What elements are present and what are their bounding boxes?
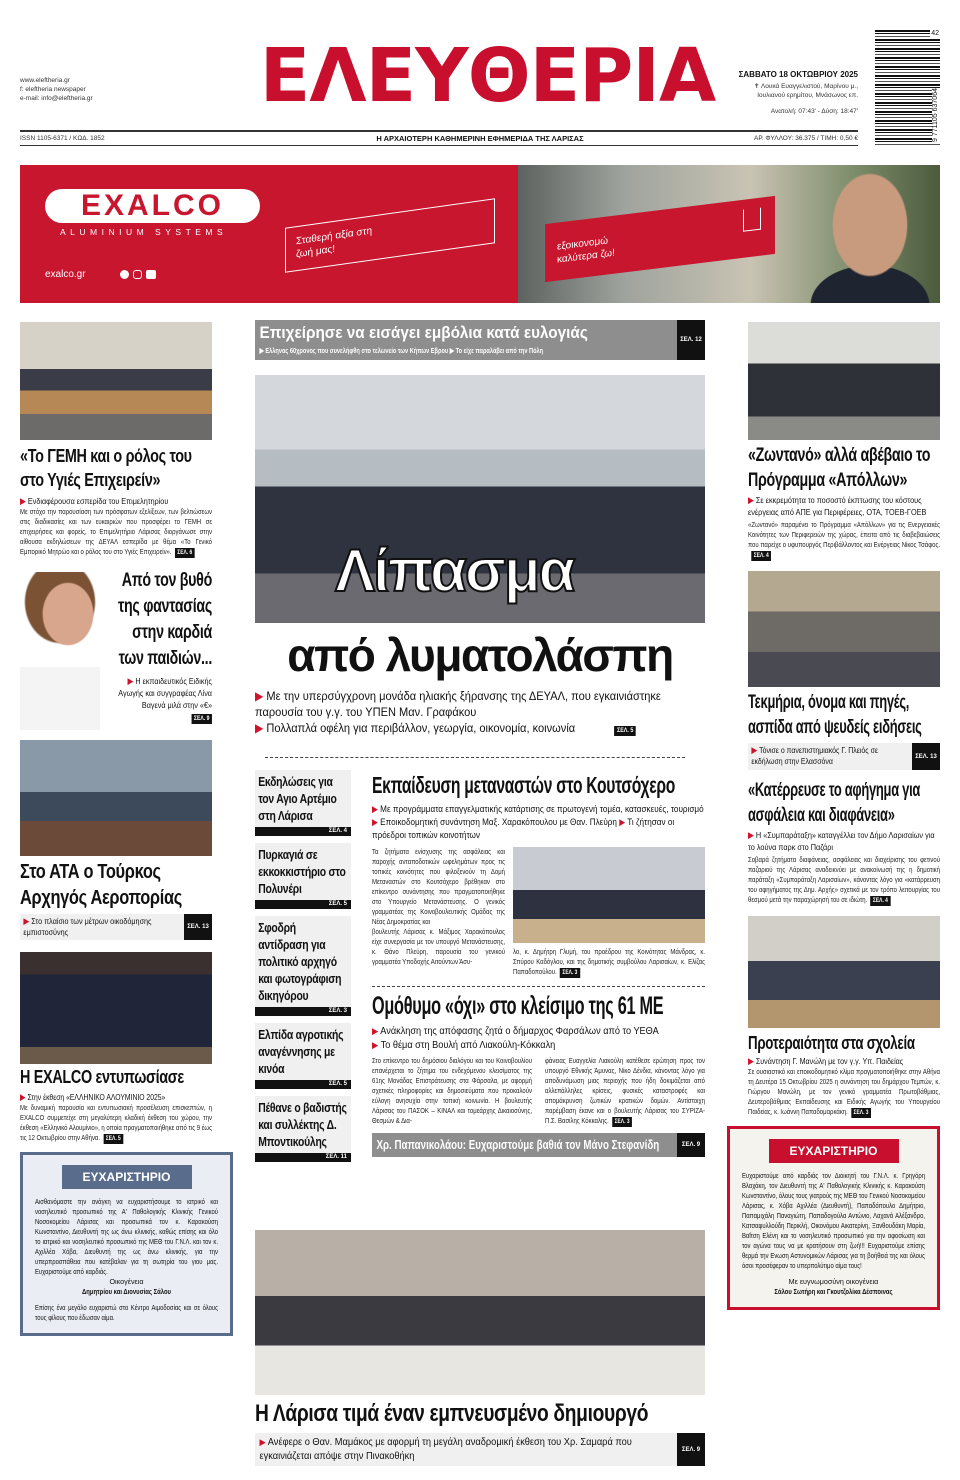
rule [20,145,858,146]
me61-sub-1: Ανάκληση της απόφασης ζητά ο δήμαρχος Φαρσάλων από το ΥΕΘΑ [380,1026,659,1037]
migrants-sub-3: Τι ζήτησαν οι πρόεδροι τοπικών κοινοτήτων [372,817,675,841]
date: ΣΑΒΒΑΤΟ 18 ΟΚΤΩΒΡΙΟΥ 2025 [738,70,858,79]
left-column [20,322,218,1336]
page-ref[interactable]: ΣΕΛ. 3 [851,1108,871,1118]
thanks-body: Ευχαριστούμε από καρδιάς τον Διοικητή του Γ.Ν.Λ. κ. Γρηγόρη Βλαχάκη, τον Διευθυντή της Α' Παθολογικής Κλινικής κ. Καρακούση Κωνσταντίνο, όλους τους γιατρούς της ΜΕΘ του Γενικού Νοσοκομείου Λάρισας, κ. Χόβα Αχιλλέα (Διευθυντή), Παπαδόπουλο Δημήτριο, Παπαμιχάλη Παναγιώτη, Παπαδογούλα Αντώνιο, Λαχανά Αλέξανδρο, Κατσαφυλλούδη Περικλή, Οικονόμου Αικατερίνη, Ξανθουδάκη Μαρία, Βαΐτση Ελένη και το νοσηλευτικό προσωπικό για την αφοσίωση και τον αγώνα τους να με κρατήσουν στη ζωή!!! Ευχαριστούμε επίσης θερμά την Ενωση Αστυνομικών Λάρισας για τη βοήθειά της και όλους όσοι προσέφεραν το υπερπολύτιμο αίμα τους! [742,1171,925,1270]
page-ref[interactable]: ΣΕΛ. 3 [255,1007,351,1016]
me61-subs [372,1025,705,1052]
me61-body-2-block [545,1056,705,1127]
vagena-sub: Η εκπαιδευτικός Ειδικής Αγωγής και συγγραφέας Λίνα Βαγενά μιλά στην «€» [118,676,212,710]
vaccine-sub-2: Το είχε παραλάβει από την Πόλη [455,346,544,355]
symparataxi-article [748,830,940,906]
page-ref[interactable]: ΣΕΛ. 3 [560,968,580,978]
page-ref[interactable]: ΣΕΛ. 9 [677,1433,705,1466]
vaccine-sub-1: Ελληνας 60χρονος που συνελήφθη στο τελωνείο των Κήπων Εβρου [265,346,449,355]
social-icons [120,270,156,279]
page-ref[interactable]: ΣΕΛ. 9 [191,714,212,724]
thanks-body: Αισθανόμαστε την ανάγκη να ευχαριστήσουμε το ιατρικό και νοσηλευτικό προσωπικό της Α' Παθολογικής Κλινικής Γενικού Νοσοκομείου Λάρισας και προσωπικά τον κ. Καρακούση Κωνσταντίνο, Διευθυντή της ως άνω κλινικής, καθώς επίσης και όλο το ιατρικό και νοσηλευτικό προσωπικό της ΜΕΘ του Γ.Ν.Λ. και τον κ. Αχιλλέα Χόβα, Διευθυντή της ως άνω κλινικής, για την υπερπροσπάθεια που κατέβαλαν για τη σωτηρία του γιου μας. Ευχαριστούμε από καρδιάς. [35,1197,218,1276]
gemi-headline[interactable]: «Το ΓΕΜΗ και ο ρόλος του στο Υγιές Επιχειρείν» [20,446,192,490]
thanks-title: ΕΥΧΑΡΙΣΤΗΡΙΟ [62,1165,192,1189]
divider [372,986,705,987]
slogan-box-1 [285,198,495,273]
exalco-logo: EXALCO [45,189,260,223]
pleios-headline-wrap [748,690,940,740]
migrants-body-2: βουλευτής Λάρισας κ. Μάξιμος Χαρακόπουλος είχε συνεργασία με τον υπουργό Μετανάστευσης, κ. Θάνο Πλεύρη, παρουσία του γενικού γραμματέα Υποδοχής Αιτούντων Άσυ- [372,927,505,966]
samaras-sub: Ανέφερε ο Θαν. Μαμάκος με αφορμή τη μεγάλη αναδρομική έκθεση του Χρ. Σαμαρά που εγκαινιάζεται απόψε στην Πινακοθήκη [259,1437,632,1462]
pleios-sub-box [748,743,940,770]
contact-info [20,76,93,103]
thanks-sign: Οικογένεια [109,1277,144,1286]
migrants-headline[interactable]: Εκπαίδευση μεταναστών στο Κουτσόχερο [372,772,676,798]
gemi-sub: Ενδιαφέρουσα εσπερίδα του Επιμελητηρίου [27,496,169,506]
arrow-icon: ▶ [259,1437,266,1447]
rule [20,130,858,132]
me61-body-2: φάνειας Ευαγγελία Λιακούλη κατέθεσε ερώτηση προς τον υπουργό Εθνικής Άμυνας, Νίκο Δένδια, κάνοντας λόγο για αποδυνάμωση μιας περιοχής που ήδη δοκιμάζεται από αλλεπάλληλες κρίσεις, φυσικές καταστροφές και απομάκρυνση ζωτικών κρατικών δομών. Αντίστοιχη παρέμβαση έκανε και ο βουλευτής Λάρισας του ΣΥΡΙΖΑ-Π.Σ. Βασίλης Κόκκαλης. [545,1056,705,1125]
page-ref[interactable]: ΣΕΛ. 13 [184,914,212,940]
center-stories [372,770,705,1157]
page-ref[interactable]: ΣΕΛ. 4 [751,551,771,561]
brief-obituary[interactable] [255,1096,351,1162]
brief-artemios[interactable] [255,770,351,836]
exalco-article [20,1091,212,1144]
arrow-icon: ▶ [255,689,264,703]
apollon-headline[interactable]: «Ζωντανό» αλλά αβέβαιο το Πρόγραμμα «Απόλλων» [748,445,931,491]
migrants-sub-1: Με προγράμματα επαγγελματικής κατάρτισης σε πρωτογενή τομέα, κατασκευές, τουρισμό [380,804,704,815]
exalco-photo [20,952,212,1064]
migrants-subs-wrap [372,803,705,842]
page-ref[interactable]: ΣΕΛ. 5 [103,1134,123,1144]
brief-title: Ελπίδα αγροτικής αναγέννησης με κινόα [258,1027,344,1076]
manolis-article [748,1056,940,1118]
thanks-title: ΕΥΧΑΡΙΣΤΗΡΙΟ [769,1139,899,1163]
vagena-article [20,568,212,732]
tagline: Η ΑΡΧΑΙΟΤΕΡΗ ΚΑΘΗΜΕΡΙΝΗ ΕΦΗΜΕΡΙΔΑ ΤΗΣ ΛΑΡΙΣΑΣ [376,134,584,143]
brief-title: Πέθανε ο βαδιστής και συλλέκτης Δ. Μποντικούλης [258,1100,347,1149]
page-ref[interactable]: ΣΕΛ. 4 [870,896,890,906]
symparataxi-headline-wrap [748,778,940,828]
arrow-icon: ▶ [751,745,758,755]
migrants-subs: ▶ Με προγράμματα επαγγελματικής κατάρτισης σε πρωτογενή τομέα, κατασκευές, τουρισμό ▶ Εποικοδομητική συνάντηση Μαξ. Χαρακόπουλου με Θαν. Πλεύρη ▶ Τι ζήτησαν οι πρόεδροι τοπικών κοινοτήτων [372,804,704,841]
arrow-icon: ▶ [748,495,754,505]
ad-man-photo [810,165,930,303]
vagena-sub-block [104,675,212,724]
facebook: f: eleftheria newspaper [20,86,86,93]
thanks-notice-left [20,1152,233,1336]
page-ref[interactable]: ΣΕΛ. 3 [612,1117,632,1127]
migrants-body-3-block [513,947,705,978]
manolis-sub: Συνάντηση Γ. Μανώλη με τον γ.γ. Υπ. Παιδείας [755,1056,904,1066]
migrants-sub-2: Εποικοδομητική συνάντηση Μαξ. Χαρακόπουλου με Θαν. Πλεύρη [380,817,617,828]
papanikolaou-banner[interactable] [372,1133,705,1157]
email: e-mail: info@eleftheria.gr [20,95,93,102]
ata-photo [20,740,212,856]
instagram-icon[interactable] [133,270,142,279]
thanks-family: Σάλου Σωτήρη και Γκουτζολίκα Δέσποινας [774,1287,893,1296]
migrants-body-3: λο, κ. Δημήτρη Γλυμή, του προέδρου της Κοινότητας Μάνδρας, κ. Σπύρου Καδόγλου, και της δημοτικής συμβούλου Λαρισαίων, κ. Ελίζας Παπαδοπούλου. [513,947,705,976]
symparataxi-body: Σοβαρά ζητήματα διαφάνειας, ασφάλειας και διαχείρισης του φετινού παζαριού της Λάρισας αναδεικνύει με ανακοίνωσή της η δημοτική παράταξη «Συμπαράταξη Λαρισαίων», κάνοντας λόγο για «κατάρρευση του αφηγήματος της Δημ. Αρχής» σχετικά με τον τρόπο λειτουργίας του θεσμού μετά την παραχώρησή του σε ιδιώτη. [748,855,940,904]
exalco-ad[interactable] [20,165,940,303]
migrants-headline-wrap [372,770,705,801]
vaccine-subs: ▶ Ελληνας 60χρονος που συνελήφθη στο τελωνείο των Κήπων Εβρου ▶ Το είχε παραλάβει από την Πόλη [259,346,544,355]
brief-quinoa[interactable] [255,1023,351,1089]
pleios-headline[interactable]: Τεκμήρια, όνομα και πηγές, ασπίδα από ψευδείς ειδήσεις [748,692,922,738]
arrow-icon: ▶ [23,916,30,926]
exalco-headline[interactable]: Η EXALCO εντυπωσίασε [20,1067,184,1087]
slogan-1: Σταθερή αξία στη ζωή μας! [296,225,373,261]
pleios-photo [748,571,940,687]
logo-wrap [255,32,720,122]
ad-url[interactable]: exalco.gr [45,269,86,280]
thanks-sign: Με ευγνωμοσύνη οικογένεια [788,1277,879,1286]
page-ref[interactable]: ΣΕΛ. 6 [175,548,195,558]
papanikolaou-headline: Χρ. Παπανικολάου: Ευχαριστούμε βαθιά τον Μάνο Στεφανίδη [376,1137,660,1152]
exalco-body: Με δυναμική παρουσία και εντυπωσιακή προσέλευση επισκεπτών, η EXALCO συμμετείχε στη μεγαλύτερη κλαδική έκθεση του χώρου, την έκθεση «Ελληνικό Αλουμίνιο», η οποία πραγματοποιήθηκε από τις 9 έως τις 12 Οκτωβρίου στην Αθήνα. [20,1103,212,1142]
apollon-headline-wrap [748,443,940,493]
arrow-icon: ▶ [372,1039,379,1050]
arrow-icon: ▶ [255,721,264,735]
gemi-article [20,495,212,558]
issn: ISSN 1105-6371 / ΚΩΔ. 1852 [20,135,105,142]
brief-reaction[interactable] [255,916,351,1016]
samaras-photo [255,1230,705,1395]
date-block [722,70,858,115]
youtube-icon[interactable] [146,270,156,279]
saints: ✝ Λουκά Ευαγγελιστού, Μαρίνου μ., Ιουλιανού ερημίτου, Μνάσωνος επ. [753,83,858,99]
sun-times: Ανατολή: 07:43' - Δύση: 18:47' [770,108,858,115]
page-ref[interactable]: ΣΕΛ. 11 [255,1153,351,1162]
vaccine-text [255,320,677,360]
lead-subs [255,688,705,736]
barcode-addon: 42 [931,30,939,37]
arrow-icon: ▶ [127,676,134,686]
symparataxi-headline[interactable]: «Κατέρρευσε το αφήγημα για ασφάλεια και διαφάνεια» [748,780,921,826]
page-ref[interactable]: ΣΕΛ. 5 [255,1080,351,1089]
me61-subs-wrap [372,1025,705,1052]
thanks-extra: Επίσης ένα μεγάλο ευχαριστώ στο Κέντρο Αιμοδοσίας και σε όλους τους φίλους που έδωσαν αίμα. [35,1303,218,1322]
vaccine-banner[interactable] [255,320,705,360]
barcode [875,30,940,145]
migrants-body-1: Τα ζητήματα ενίσχυσης της ασφάλειας και παροχής ανταποδοτικών ωφελημάτων προς τις τοπικές κοινότητες που φιλοξενούν τη Δομή Μεταναστών στο Κουτσόχερο βρέθηκαν στο επίκεντρο συνάντησης που πραγματοποιήθηκε στο Υπουργείο Μετανάστευσης. Ο γενικός γραμματέας της Κοινοβουλευτικής Ομάδας της Νέας Δημοκρατίας και [372,847,505,926]
gemi-photo [20,322,212,440]
arrow-icon: ▶ [20,496,26,506]
house-icon [743,208,761,232]
vaccine-headline: Επιχείρησε να εισάγει εμβόλια κατά ευλογιάς [259,323,588,342]
facebook-icon[interactable] [120,270,129,279]
lead-title-overlay: Λίπασμα [335,537,574,604]
brief-title: Πυρκαγιά σε εκκοκκιστήριο στο Πολυνέρι [258,847,346,896]
page-ref[interactable]: ΣΕΛ. 4 [255,827,351,836]
ata-headline[interactable]: Στο ΑΤΑ ο Τούρκος Αρχηγός Αεροπορίας [20,861,182,909]
me61-body-1: Στο επίκεντρο του δημόσιου διαλόγου και του Κοινοβουλίου επανέρχεται το ζήτημα του ενδεχόμενου κλεισίματος της 61ης Μονάδας Επιστράτευσης στα Φάρσαλα, με αφορμή σχετικές πληροφορίες και δημοσιεύματα που προκαλούν εύλογη ανησυχία στην τοπική κοινωνία. Η βουλευτής Λάρισας του ΠΑΣΟΚ – ΚΙΝΑΛ και τομεάρχης Δικαιοσύνης, Θεσμών & Δια- [372,1056,532,1125]
issue-price: ΑΡ. ΦΥΛΛΟΥ: 36.375 / ΤΙΜΗ: 0,50 € [753,135,858,142]
logo: ΕΛΕΥΘΕΡΙΑ [259,33,716,119]
brief-title: Εκδηλώσεις για τον Αγιο Αρτέμιο στη Λάρισα [258,774,337,823]
slogan-2: εξοικονομώ καλύτερα ζω! [557,235,615,266]
arrow-icon: ▶ [748,1056,754,1066]
manolis-body: Σε ουσιαστικό και εποικοδομητικό κλίμα πραγματοποιήθηκε στην Αθήνα τη Δευτέρα 15 Οκτωβρίου 2025 η συνάντηση του δημάρχου Τεμπών, κ. Γιώργου Μανώλη, με τον γενικό γραμματέα Πρωτοβάθμιας, Δευτεροβάθμιας Εκπαίδευσης και Ειδικής Αγωγής του Υπουργείου Παιδείας, κ. Ιωάννη Παπαδομαρκάκη. [748,1067,940,1116]
manolis-headline[interactable]: Προτεραιότητα στα σχολεία [748,1032,915,1053]
exalco-sub: Στην έκθεση «ΕΛΛΗΝΙΚΟ ΑΛΟΥΜΙΝΙΟ 2025» [27,1092,166,1102]
pleios-sub: Τόνισε ο πανεπιστημιακός Γ. Πλειός σε εκδήλωση στην Ελασσόνα [751,746,878,766]
lead-sub-2: Πολλαπλά οφέλη για περιβάλλον, γεωργία, οικονομία, κοινωνία [266,721,576,735]
me61-headline[interactable]: Ομόθυμο «όχι» στο κλείσιμο της 61 ΜΕ [372,992,664,1020]
symparataxi-sub: Η «Συμπαράταξη» καταγγέλλει τον Δήμο Λαρισαίων για το λούνα παρκ στο Παζάρι [748,830,935,852]
arrow-icon: ▶ [20,1092,26,1102]
samaras-headline-wrap [255,1396,705,1431]
vagena-text [104,568,212,724]
gemi-headline-wrap [20,444,212,492]
exalco-headline-wrap [20,1066,212,1089]
arrow-icon: ▶ [372,804,378,814]
page-ref[interactable]: ΣΕΛ. 5 [614,726,636,736]
page-ref[interactable]: ΣΕΛ. 12 [677,320,705,360]
lead-headline[interactable]: από λυματολάσπη [287,629,673,681]
arrow-icon: ▶ [372,1026,379,1036]
lead-sub-1: Με την υπερσύγχρονη μονάδα ηλιακής ξήρανσης της ΔΕΥΑΛ, που εγκαινιάστηκε παρουσία του γ.γ. του ΥΠΕΝ Μαν. Γραφάκου [255,689,661,719]
migrants-photo [513,847,705,943]
thanks-notice-right [727,1126,940,1310]
apollon-body: «Ζωντανό» παραμένει το Πρόγραμμα «Απόλλων» για τις Ενεργειακές Κοινότητες των Περιφερειών της χώρας, έπειτα από τις διαβεβαιώσεις που παρείχε ο υφυπουργός Περιβάλλοντος και Ενέργειας Νίκος Τσάφος. [748,520,940,549]
barcode-number: 9 771105 637064 [932,88,939,142]
website[interactable]: www.eleftheria.gr [20,77,70,84]
briefs-column [255,770,351,1162]
right-column [742,322,940,1310]
migrants-body [372,847,705,978]
thanks-family: Δημητρίου και Διονυσίας Σάλου [82,1287,171,1296]
me61-headline-wrap [372,990,705,1023]
manolis-photo [748,916,940,1028]
brand-sub: ALUMINIUM SYSTEMS [60,227,228,237]
gemi-body: Με στόχο την παρουσίαση των πρόσφατων εξελίξεων, των βελτιώσεων στις διαδικασίες και των ευκαιριών που προσφέρει το ΓΕΜΗ σε επιχειρήσεις και φορείς, το Επιμελητήριο Λάρισας διοργάνωσε στην αίθουσα εκδηλώσεων της ΔΕΥΑΛ εσπερίδα με θέμα «Το Γενικό Εμπορικό Μητρώο και ο ρόλος του στο Υγιές Επιχειρείν». [20,507,212,556]
apollon-sub: Σε εκκρεμότητα το ποσοστό έκπτωσης του κόστους ενέργειας από ΑΠΕ για Περιφέρειες, ΟΤΑ, ΤΟΕΒ-ΓΟΕΒ [748,495,927,517]
page-ref[interactable]: ΣΕΛ. 13 [912,743,940,770]
brief-fire[interactable] [255,843,351,909]
samaras-headline[interactable]: Η Λάρισα τιμά έναν εμπνευσμένο δημιουργό [255,1400,649,1427]
manolis-headline-wrap [748,1030,940,1055]
apollon-article [748,495,940,561]
lead-photo [255,375,705,623]
page-ref[interactable]: ΣΕΛ. 5 [255,900,351,909]
ata-sub: Στο πλαίσιο των μέτρων οικοδόμησης εμπιστοσύνης [23,916,152,937]
arrow-icon: ▶ [748,830,754,840]
me61-body [372,1056,705,1127]
apollon-photo [748,322,940,440]
ata-sub-box [20,914,212,940]
samaras-sub-box [255,1433,705,1466]
divider [265,757,685,758]
vagena-headline[interactable]: Από τον βυθό της φαντασίας στην καρδιά των παιδιών... [117,570,212,669]
vagena-photo [20,572,100,730]
page-ref[interactable]: ΣΕΛ. 9 [677,1133,705,1157]
brief-title: Σφοδρή αντίδραση για πολιτικό αρχηγό και φωτογράφιση δικηγόρου [258,920,342,1003]
me61-sub-2: Το θέμα στη Βουλή από Λιακούλη-Κόκκαλη [380,1039,556,1051]
ata-headline-wrap [20,859,212,911]
